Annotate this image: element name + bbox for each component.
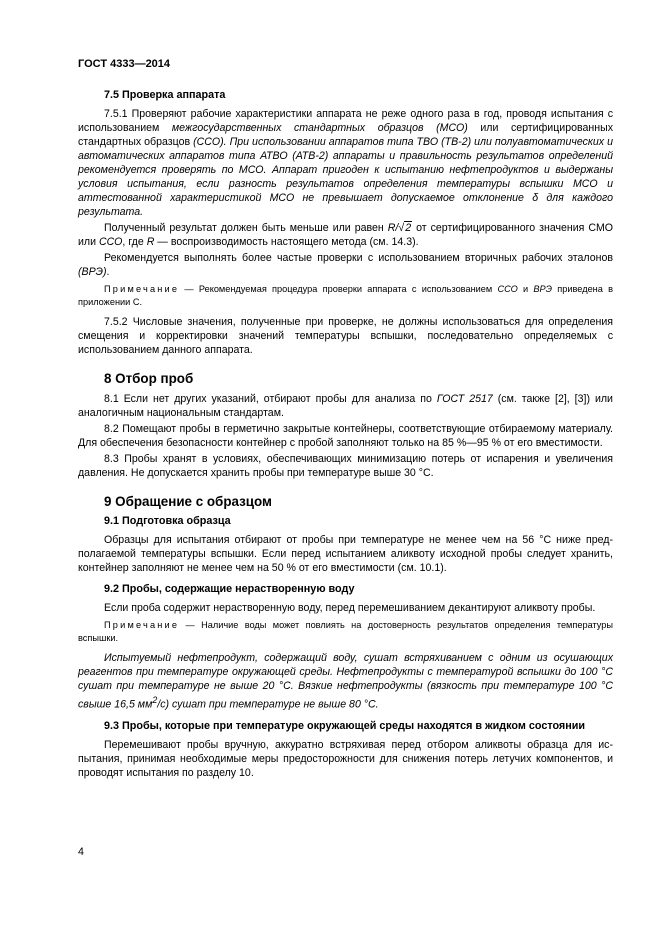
text-run: и [517,284,534,294]
paragraph-8-3: 8.3 Пробы хранят в условиях, обеспечивающих минимизацию потерь от испарения и увеличения давления. Не допускается хранить пробы при температуре выше 30 °С. [78,453,613,479]
text-run: /с) сушат при температуре не выше 80 °С. [157,698,379,711]
r-over-sqrt2-formula [388,221,412,234]
section-heading-9: 9 Обращение с образцом [104,494,272,509]
text-run: или сертифицированных стандартных образцов [78,122,613,148]
italic-run: R [146,236,155,248]
italic-run: ВРЭ [533,284,553,294]
text-run: Испытуемый нефтепродукт, содержащий воду, сушат встряхиванием с одним из осушающих реагентов при температуре окружающей среды. Нефтепродукты с температурой вспышки до 100 °С сушат при температуре не выше 20 °С. Вязкие нефтепродукты (вязкость при температуре 100 °С свыше 16,5 мм [78,652,613,711]
text-run: , где [122,236,147,248]
italic-run: (ССО). При использовании аппаратов типа ТВО (ТВ-2) или полуавтоматических и автоматических аппаратов типа АТВО (АТВ-2) аппараты и правильность результатов определений рекомендуется проверять по МСО. Аппарат пригоден к испытанию нефтепродуктов и выдержаны условия испытания, если разность результатов определения температуры вспышки МСО и аттестованной характеристикой МСО не превышает допускаемое отклонение δ для каждого результата. [78,136,613,218]
text-run: — воспроизводимость настоящего метода (см. 14.3). [154,236,419,248]
section-heading-8: 8 Отбор проб [104,371,194,386]
text-run: . [106,266,110,278]
text-run: Рекомендуется выполнять более частые проверки с использованием вторичных рабочих эталонов [104,252,613,264]
note-9-2 [78,619,613,645]
document-page [78,0,613,935]
note-label: Примечание [104,620,180,630]
section-heading-9-3: 9.3 Пробы, которые при температуре окружающей среды находятся в жидком состоянии [104,719,586,732]
text-run: приведена в приложении С. [78,284,613,307]
text-run: (см. также [2], [3]) или аналогичным национальным стандартам. [78,393,613,419]
text-run: — Рекомендуемая процедура проверки аппарата с использованием [179,284,498,294]
formula-slash: / [395,222,399,234]
section-heading-9-1: 9.1 Подготовка образца [104,515,231,527]
italic-run: ГОСТ 2517 [436,393,493,405]
paragraph-8-2: 8.2 Помещают пробы в герметично закрытые контейнеры, соответствующие отбираемому материалу. Для обеспечения безопасности контейнер с пробой заполняют только на 85 %—95 % от его вместимости. [78,423,613,449]
paragraph-7-5-1 [78,107,613,219]
paragraph-9-2-a: Если проба содержит нерастворенную воду, перед перемешиванием декантируют аликвоту пробы. [104,602,596,614]
italic-run: ССО [497,284,518,294]
section-heading-9-2: 9.2 Пробы, содержащие нерастворенную воду [104,583,355,595]
paragraph-8-1 [78,392,613,420]
paragraph-9-2-b [78,651,613,712]
note-label: Примечание [104,284,180,294]
italic-run: межгосударственных стандартных образцов (МСО) [171,122,468,134]
italic-run: ССО [98,236,123,248]
superscript: 2 [152,695,158,705]
paragraph-result-limit [78,221,613,249]
note-7-5 [78,283,613,309]
formula-radicand: 2 [405,222,412,234]
section-heading-7-5: 7.5 Проверка аппарата [104,89,226,101]
text-run: 7.5.1 Проверяют рабочие характеристики аппарата не реже одного раза в год, проводя испытания с использованием [78,108,613,134]
running-header: ГОСТ 4333—2014 [78,58,171,70]
italic-run: (ВРЭ) [78,266,107,278]
paragraph-recommendation [78,251,613,279]
text-run: — Наличие воды может повлиять на достоверность результатов определения температуры вспышки. [78,620,613,643]
paragraph-9-3: Перемешивают пробы вручную, аккуратно встряхивая перед отбором аликвоты образца для испытания, принимая необходимые меры предосторожности для снижения потерь летучих компонентов, и проводят испытания по разделу 10. [78,738,613,779]
formula-r: R [387,222,396,234]
page-number: 4 [78,846,84,858]
text-run: от сертифицированного значения СМО или [78,222,614,248]
text-run: 8.1 Если нет других указаний, отбирают пробы для анализа по [104,393,437,405]
text-run: Полученный результат должен быть меньше или равен [104,222,388,234]
paragraph-9-1: Образцы для испытания отбирают от пробы при температуре не менее чем на 56 °С ниже предполагаемой температуры вспышки. Если перед испытанием аликвоту исходной пробы следует хранить, контейнер заполняют не менее чем на 50 % от его вместимости (см. 10.1). [78,534,613,574]
page-content [78,89,613,780]
sqrt-sign: √ [398,222,405,234]
paragraph-7-5-2: 7.5.2 Числовые значения, полученные при проверке, не должны использоваться для определения смещения и корректировки значений температуры вспышки, последовательно определяемых с использованием данного аппарата. [78,316,613,356]
